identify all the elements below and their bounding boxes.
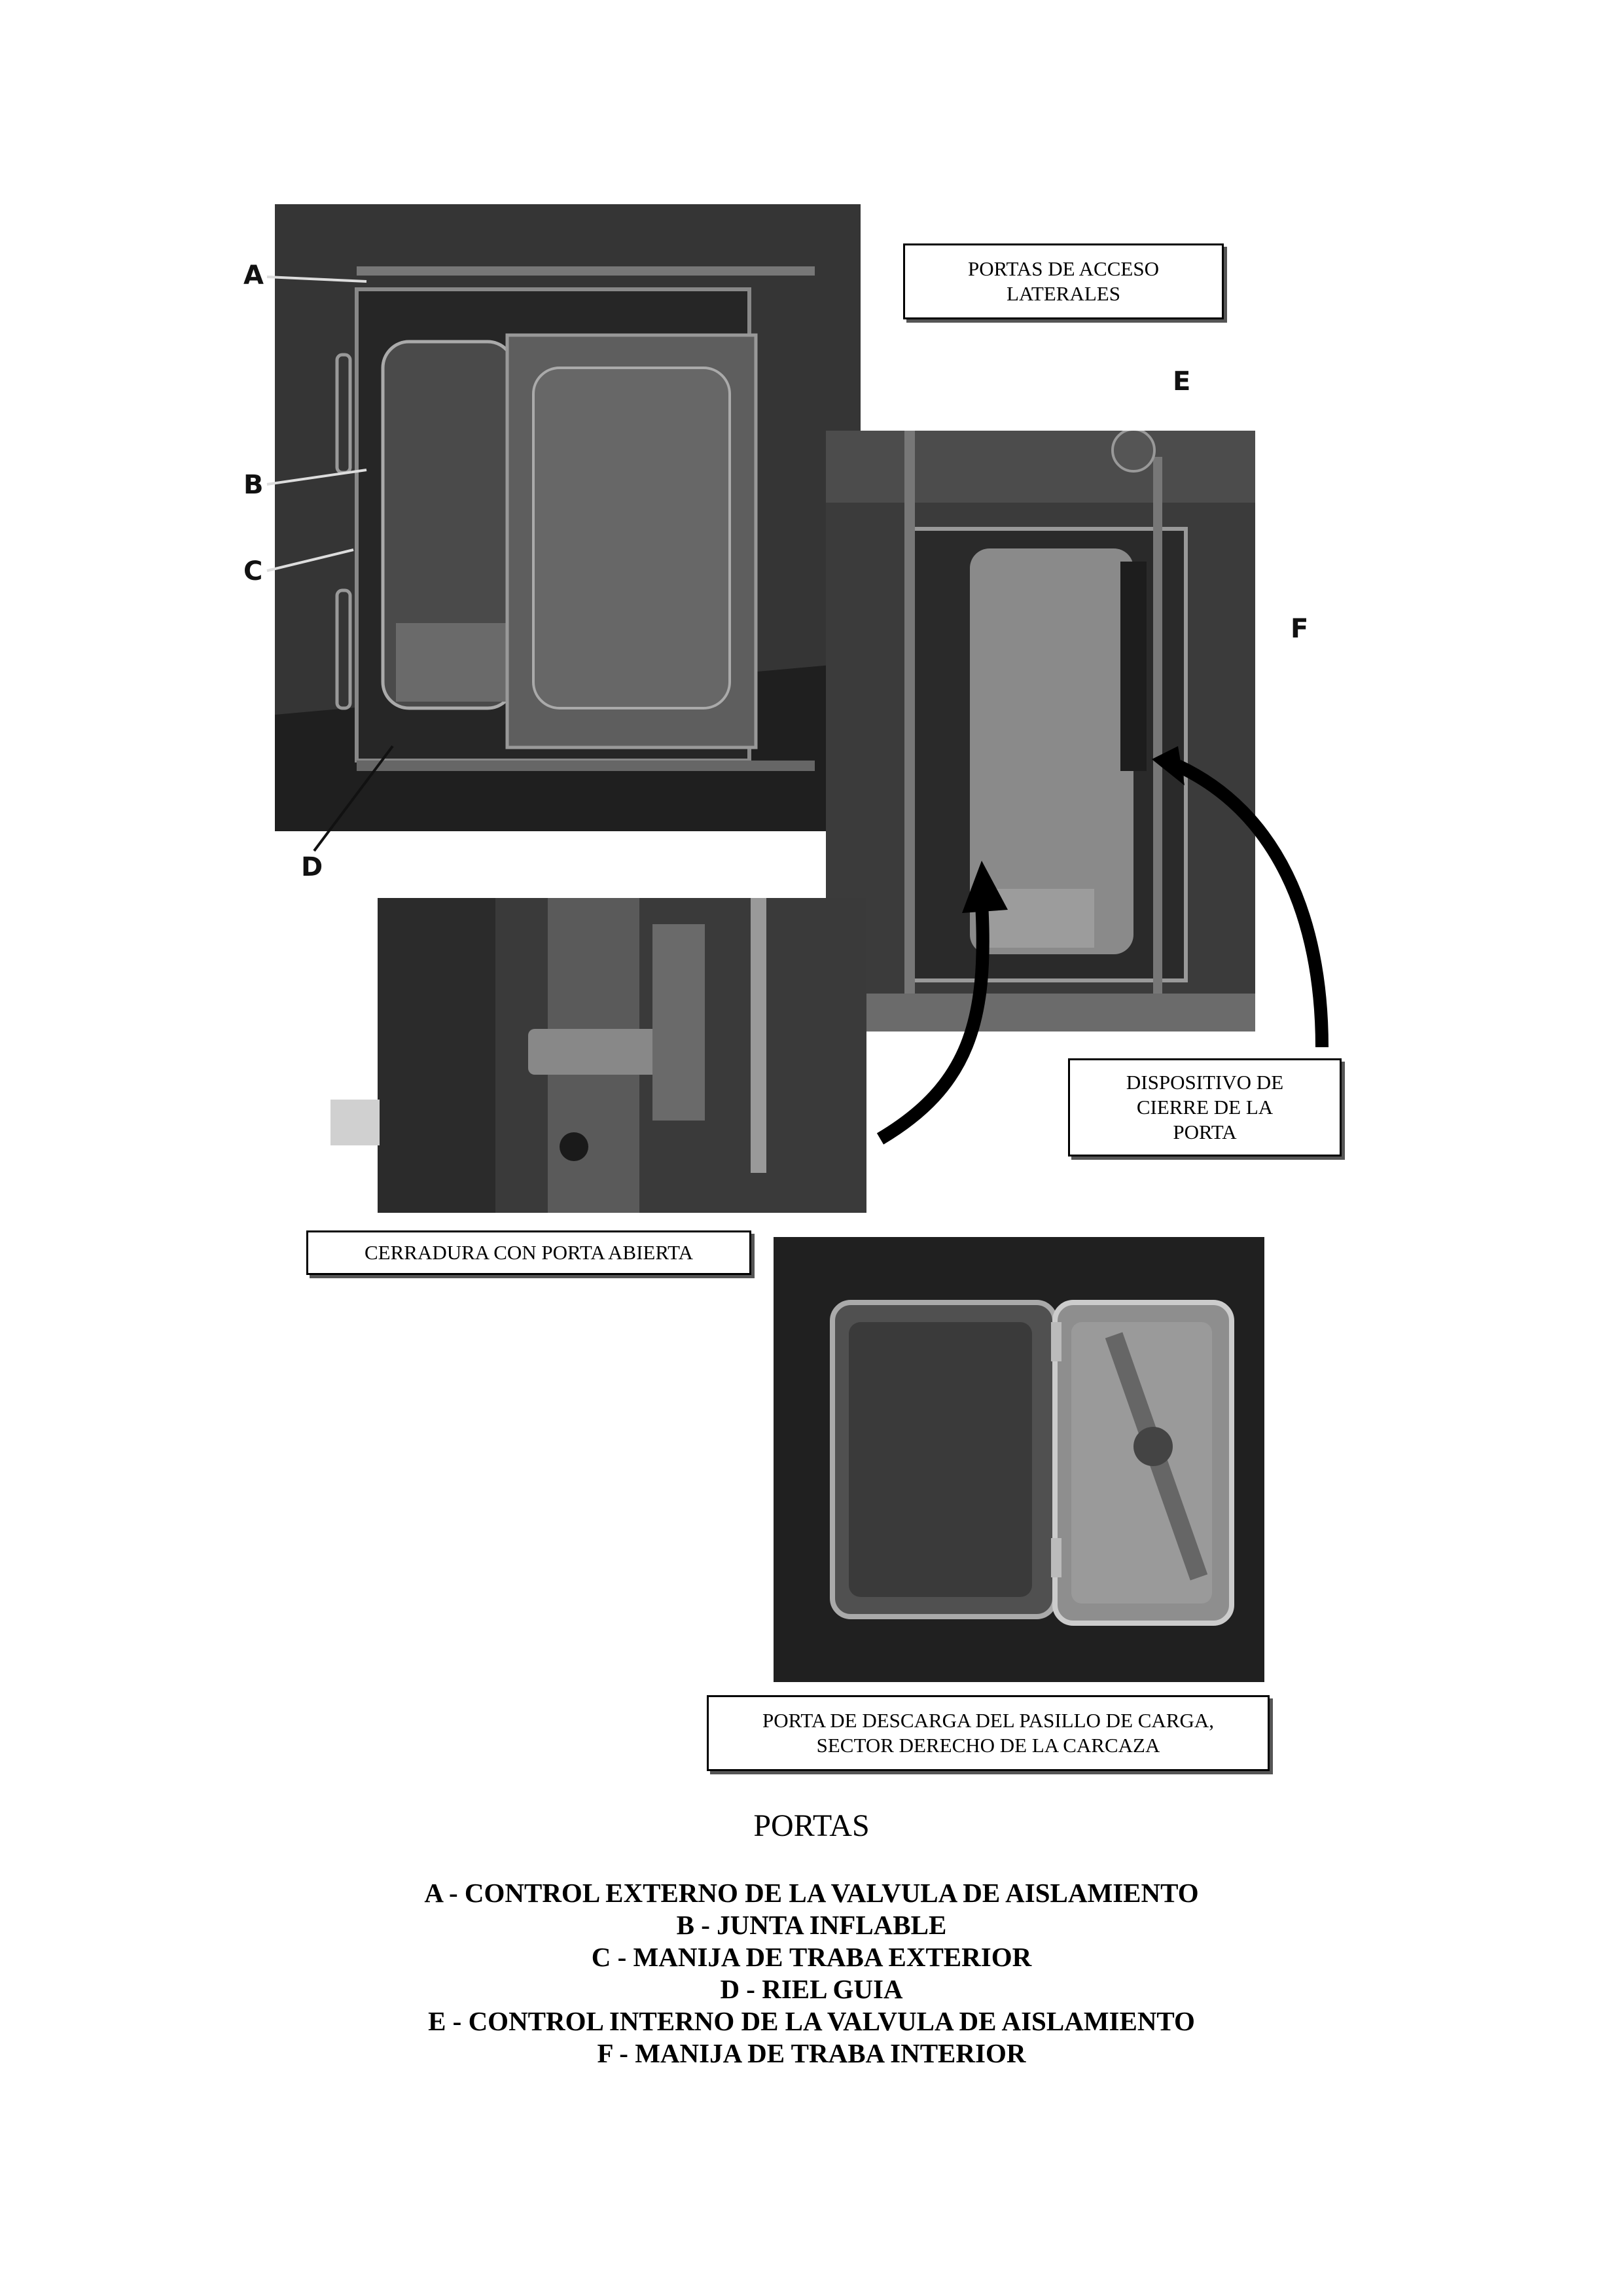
- lock-illustration: [378, 898, 866, 1213]
- caption-closing-device-text: DISPOSITIVO DE CIERRE DE LA PORTA: [1126, 1071, 1284, 1143]
- legend-item-e: E - CONTROL INTERNO DE LA VALVULA DE AISLAMIENTO: [428, 2006, 1195, 2036]
- photo-exterior-door: [275, 204, 861, 831]
- caption-discharge-port-text: PORTA DE DESCARGA DEL PASILLO DE CARGA, SECTOR DERECHO DE LA CARCAZA: [762, 1709, 1215, 1757]
- photo-margin-tab: [330, 1100, 380, 1145]
- interior-door-illustration: [826, 431, 1255, 1031]
- legend-item-d: D - RIEL GUIA: [720, 1974, 903, 2004]
- legend-item-a: A - CONTROL EXTERNO DE LA VALVULA DE AISLAMIENTO: [424, 1878, 1199, 1908]
- photo-discharge-port: [774, 1237, 1264, 1682]
- caption-lock-open-text: CERRADURA CON PORTA ABIERTA: [364, 1241, 694, 1264]
- callout-e: E: [1173, 367, 1191, 397]
- caption-discharge-port: [707, 1695, 1270, 1771]
- callout-a: A: [243, 260, 264, 291]
- caption-closing-device: [1068, 1058, 1342, 1157]
- legend-item-f: F - MANIJA DE TRABA INTERIOR: [597, 2038, 1026, 2068]
- legend: [0, 1877, 1623, 2070]
- callout-b: B: [243, 470, 264, 500]
- discharge-port-illustration: [774, 1237, 1264, 1682]
- caption-side-access-text: PORTAS DE ACCESO LATERALES: [968, 257, 1159, 305]
- caption-side-access: [903, 243, 1224, 319]
- photo-lock-open: [378, 898, 866, 1213]
- legend-item-c: C - MANIJA DE TRABA EXTERIOR: [591, 1942, 1032, 1972]
- callout-f: F: [1291, 614, 1309, 644]
- legend-item-b: B - JUNTA INFLABLE: [676, 1910, 947, 1940]
- callout-d: D: [301, 852, 323, 882]
- photo-interior-door: [826, 431, 1255, 1031]
- callout-c: C: [243, 556, 263, 586]
- exterior-door-illustration: [275, 204, 861, 831]
- page-title: PORTAS: [753, 1808, 870, 1843]
- caption-lock-open: [306, 1230, 751, 1275]
